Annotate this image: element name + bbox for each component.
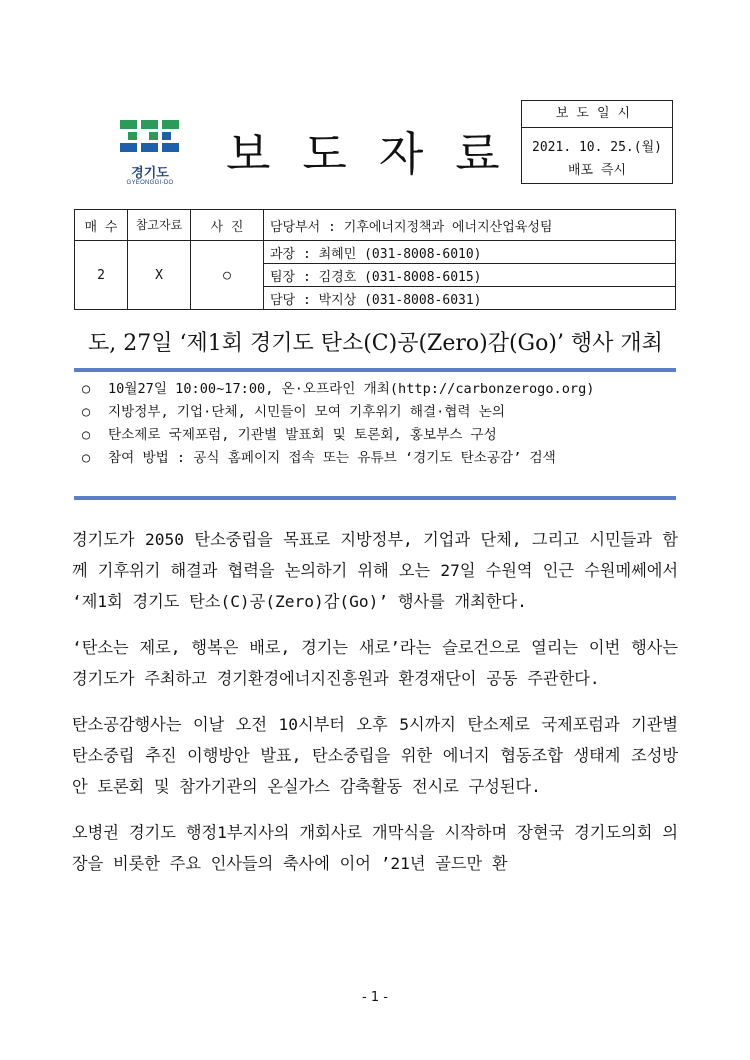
ref-value: X (128, 241, 191, 310)
page-title: 보도자료 (226, 127, 532, 181)
col-ref-header: 참고자료 (128, 210, 191, 241)
bullet-text: 10월27일 10:00~17:00, 온·오프라인 개최(http://carbonzerogo.org) (108, 381, 595, 397)
contact-manager: 과장 : 최혜민 (031-8008-6010) (264, 241, 676, 264)
col-count-header: 매 수 (75, 210, 128, 241)
summary-bullets (82, 378, 676, 470)
bullet-text: 참여 방법 : 공식 홈페이지 접속 또는 유튜브 ‘경기도 탄소공감’ 검색 (108, 450, 556, 466)
release-date-box (521, 100, 673, 184)
headline: 도, 27일 ‘제1회 경기도 탄소(C)공(Zero)감(Go)’ 행사 개최 (88, 331, 663, 356)
summary-bullet (82, 401, 676, 424)
body-paragraph: 경기도가 2050 탄소중립을 목표로 지방정부, 기업과 단체, 그리고 시민들과 함께 기후위기 해결과 협력을 논의하기 위해 오는 27일 수원역 인근 수원메쎄에서 ‘제1회 경기도 탄소(C)공(Zero)감(Go)’ 행사를 개최한다. (72, 530, 678, 611)
logo-subtext: GYEONGGI-DO (126, 180, 174, 186)
bullet-text: 지방정부, 기업·단체, 시민들이 모여 기후위기 해결·협력 논의 (108, 404, 505, 420)
page-number: - 1 - (362, 990, 388, 1005)
release-timing: 배포 즉시 (567, 163, 627, 178)
summary-bullet (82, 378, 676, 401)
body-paragraph: 탄소공감행사는 이날 오전 10시부터 오후 5시까지 탄소제로 국제포럼과 기관별 탄소중립 추진 이행방안 발표, 탄소중립을 위한 에너지 협동조합 생태계 조성방안 토론회 및 참가기관의 온실가스 감축활동 전시로 구성된다. (72, 715, 678, 796)
bullet-text: 탄소제로 국제포럼, 기관별 발표회 및 토론회, 홍보부스 구성 (108, 427, 497, 443)
article-body (72, 524, 678, 894)
summary-bullet (82, 447, 676, 470)
count-value: 2 (75, 241, 128, 310)
dept-cell: 담당부서 : 기후에너지정책과 에너지산업육성팀 (264, 210, 676, 241)
summary-rule-top (74, 368, 676, 372)
bullet-marker-icon: ○ (82, 381, 91, 397)
body-paragraph: 오병권 경기도 행정1부지사의 개회사로 개막식을 시작하며 장현국 경기도의회 의장을 비롯한 주요 인사들의 축사에 이어 ’21년 골드만 환 (72, 823, 678, 873)
bullet-marker-icon: ○ (82, 450, 91, 466)
contact-team-lead: 팀장 : 김경호 (031-8008-6015) (264, 264, 676, 287)
bullet-marker-icon: ○ (82, 427, 91, 443)
logo-text: 경기도 (131, 166, 169, 181)
col-photo-header: 사 진 (191, 210, 264, 241)
release-date: 2021. 10. 25.(월) (532, 140, 662, 155)
body-paragraph: ‘탄소는 제로, 행복은 배로, 경기는 새로’라는 슬로건으로 열리는 이번 행사는 경기도가 주최하고 경기환경에너지진흥원과 환경재단이 공동 주관한다. (72, 638, 678, 688)
release-label: 보도일시 (522, 101, 672, 128)
summary-bullet (82, 424, 676, 447)
contact-staff: 담당 : 박지상 (031-8008-6031) (264, 287, 676, 310)
contact-table (74, 209, 676, 310)
bullet-marker-icon: ○ (82, 404, 91, 420)
photo-value: ○ (191, 241, 264, 310)
summary-rule-bottom (74, 496, 676, 500)
